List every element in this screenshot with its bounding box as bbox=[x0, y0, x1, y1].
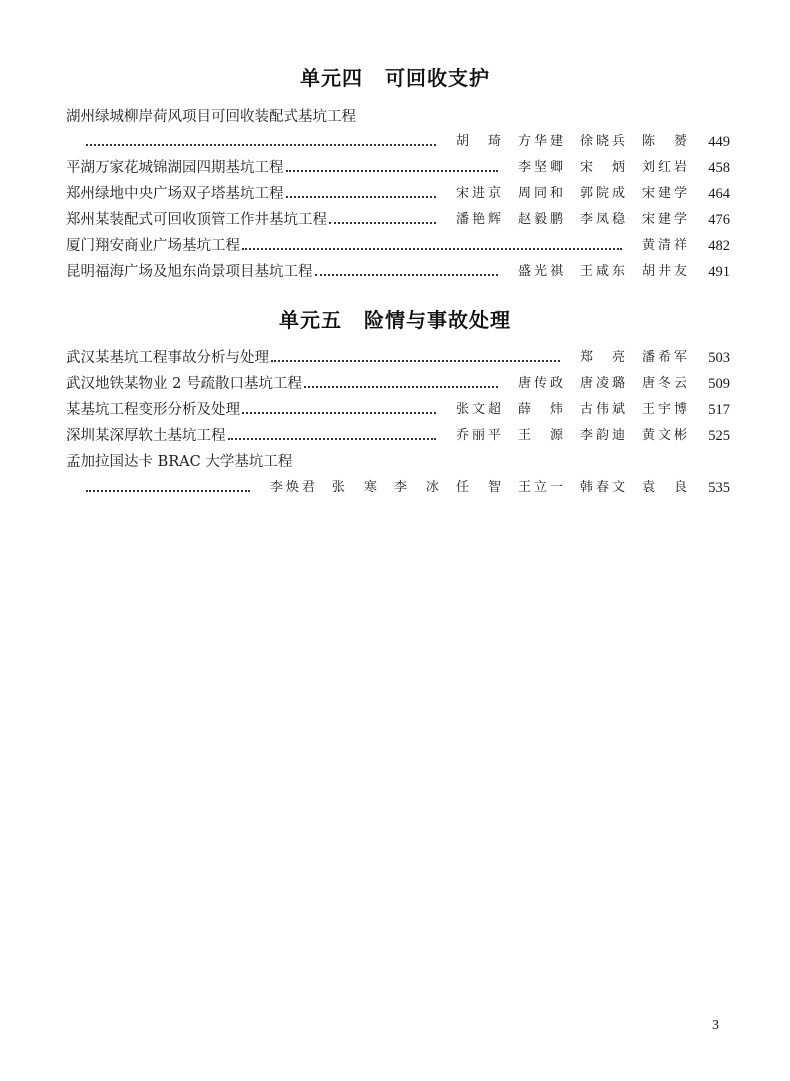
author: 郭院成 bbox=[579, 186, 628, 201]
toc-entry[interactable] bbox=[66, 235, 730, 257]
author: 王立一 bbox=[517, 480, 566, 495]
author: 唐凌璐 bbox=[579, 376, 628, 391]
section-heading-unit-5 bbox=[0, 304, 790, 333]
author: 潘艳辉 bbox=[455, 212, 504, 227]
author: 李坚卿 bbox=[517, 160, 566, 175]
toc-entry[interactable] bbox=[66, 347, 730, 369]
author: 张文超 bbox=[455, 402, 504, 417]
author: 方华建 bbox=[517, 134, 566, 149]
dot-leader bbox=[242, 248, 622, 250]
author: 薛 炜 bbox=[517, 402, 566, 417]
dot-leader bbox=[315, 274, 498, 276]
entry-authors bbox=[628, 235, 690, 257]
author: 任 智 bbox=[455, 480, 504, 495]
author: 王 源 bbox=[517, 428, 566, 443]
author: 古伟斌 bbox=[579, 402, 628, 417]
dot-leader bbox=[86, 144, 436, 146]
author: 李韵迪 bbox=[579, 428, 628, 443]
author: 袁 良 bbox=[641, 480, 690, 495]
dot-leader bbox=[329, 222, 436, 224]
author: 唐冬云 bbox=[641, 376, 690, 391]
dot-leader bbox=[286, 170, 498, 172]
entry-page: 464 bbox=[708, 186, 730, 202]
author: 黄清祥 bbox=[641, 238, 690, 253]
toc-entry[interactable] bbox=[66, 261, 730, 283]
author: 胡井友 bbox=[641, 264, 690, 279]
entry-title: 湖州绿城柳岸荷风项目可回收装配式基坑工程 bbox=[66, 109, 356, 125]
author: 张 寒 bbox=[331, 480, 380, 495]
section-number: 单元四 bbox=[300, 66, 363, 90]
entry-title: 昆明福海广场及旭东尚景项目基坑工程 bbox=[66, 264, 313, 280]
author: 李凤稳 bbox=[579, 212, 628, 227]
page-number: 3 bbox=[712, 1018, 719, 1033]
toc-entry-title-line[interactable] bbox=[66, 451, 730, 473]
entry-authors bbox=[442, 131, 690, 153]
dot-leader bbox=[86, 490, 250, 492]
toc-entry[interactable] bbox=[84, 477, 730, 499]
toc-entry[interactable] bbox=[66, 425, 730, 447]
entry-authors bbox=[504, 373, 690, 395]
entry-page: 449 bbox=[708, 134, 730, 150]
entry-authors bbox=[504, 157, 690, 179]
entry-page: 525 bbox=[708, 428, 730, 444]
author: 李焕君 bbox=[269, 480, 318, 495]
entry-page: 491 bbox=[708, 264, 730, 280]
entry-page: 503 bbox=[708, 350, 730, 366]
entry-authors bbox=[566, 347, 690, 369]
entry-page: 509 bbox=[708, 376, 730, 392]
toc-entry[interactable] bbox=[66, 399, 730, 421]
author: 黄文彬 bbox=[641, 428, 690, 443]
entry-title: 某基坑工程变形分析及处理 bbox=[66, 402, 240, 418]
author: 郑 亮 bbox=[579, 350, 628, 365]
entry-page: 476 bbox=[708, 212, 730, 228]
dot-leader bbox=[304, 386, 498, 388]
entry-title: 孟加拉国达卡 BRAC 大学基坑工程 bbox=[66, 454, 293, 470]
entry-title: 武汉某基坑工程事故分析与处理 bbox=[66, 350, 269, 366]
author: 刘红岩 bbox=[641, 160, 690, 175]
author: 王宇博 bbox=[641, 402, 690, 417]
author: 王咸东 bbox=[579, 264, 628, 279]
author: 周同和 bbox=[517, 186, 566, 201]
entry-page: 482 bbox=[708, 238, 730, 254]
entry-authors bbox=[442, 399, 690, 421]
entry-title: 武汉地铁某物业 2 号疏散口基坑工程 bbox=[66, 376, 302, 392]
dot-leader bbox=[228, 438, 436, 440]
section-title-text: 险情与事故处理 bbox=[364, 308, 511, 332]
entry-page: 517 bbox=[708, 402, 730, 418]
entry-title: 厦门翔安商业广场基坑工程 bbox=[66, 238, 240, 254]
entry-page: 535 bbox=[708, 480, 730, 496]
author: 乔丽平 bbox=[455, 428, 504, 443]
author: 唐传政 bbox=[517, 376, 566, 391]
entry-authors bbox=[442, 209, 690, 231]
entry-authors bbox=[256, 477, 690, 499]
author: 徐晓兵 bbox=[579, 134, 628, 149]
entry-page: 458 bbox=[708, 160, 730, 176]
toc-entry[interactable] bbox=[66, 183, 730, 205]
section-number: 单元五 bbox=[279, 308, 342, 332]
toc-entry[interactable] bbox=[66, 373, 730, 395]
entry-title: 深圳某深厚软土基坑工程 bbox=[66, 428, 226, 444]
dot-leader bbox=[286, 196, 436, 198]
author: 赵毅鹏 bbox=[517, 212, 566, 227]
author: 宋建学 bbox=[641, 212, 690, 227]
author: 陈 赟 bbox=[641, 134, 690, 149]
entry-authors bbox=[442, 425, 690, 447]
entry-authors bbox=[442, 183, 690, 205]
dot-leader bbox=[271, 360, 560, 362]
entry-title: 郑州某装配式可回收顶管工作井基坑工程 bbox=[66, 212, 327, 228]
author: 韩春文 bbox=[579, 480, 628, 495]
author: 胡 琦 bbox=[455, 134, 504, 149]
section-heading-unit-4 bbox=[0, 62, 790, 91]
dot-leader bbox=[242, 412, 436, 414]
entry-authors bbox=[504, 261, 690, 283]
author: 宋 炳 bbox=[579, 160, 628, 175]
toc-entry[interactable] bbox=[66, 157, 730, 179]
toc-entry[interactable] bbox=[84, 131, 730, 153]
toc-entry[interactable] bbox=[66, 209, 730, 231]
toc-entry-title-line[interactable] bbox=[66, 106, 730, 128]
author: 潘希军 bbox=[641, 350, 690, 365]
author: 李 冰 bbox=[393, 480, 442, 495]
author: 盛光祺 bbox=[517, 264, 566, 279]
entry-title: 平湖万家花城锦湖园四期基坑工程 bbox=[66, 160, 284, 176]
author: 宋进京 bbox=[455, 186, 504, 201]
section-title-text: 可回收支护 bbox=[385, 66, 490, 90]
author: 宋建学 bbox=[641, 186, 690, 201]
entry-title: 郑州绿地中央广场双子塔基坑工程 bbox=[66, 186, 284, 202]
